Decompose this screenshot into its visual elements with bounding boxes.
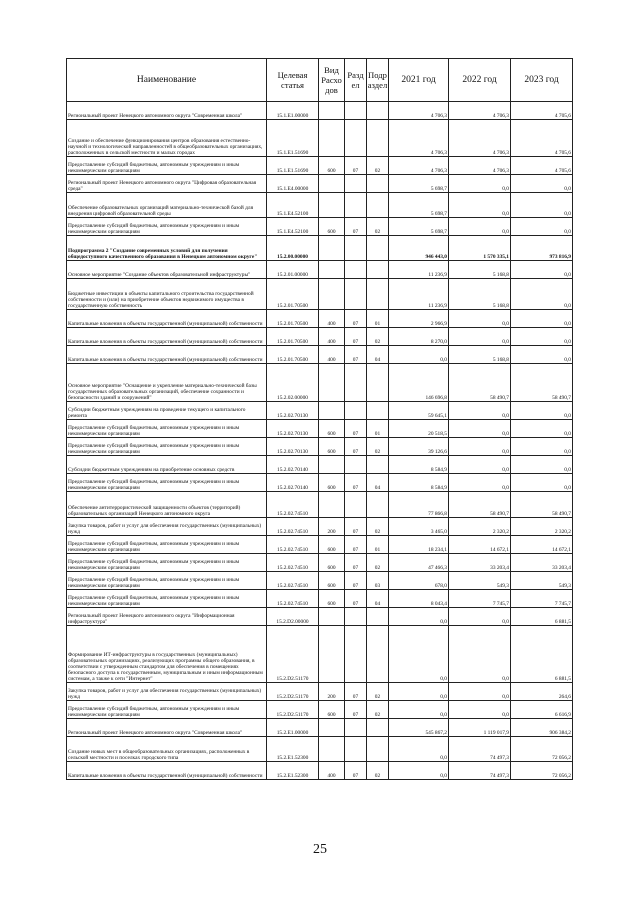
cell-2022: 5 168,8	[449, 279, 511, 310]
cell-subsection	[367, 261, 389, 279]
cell-2022: 0,0	[449, 310, 511, 328]
cell-section	[345, 279, 367, 310]
cell-2022: 58 490,7	[449, 364, 511, 402]
cell-subsection	[367, 236, 389, 261]
cell-section	[345, 193, 367, 218]
cell-subsection	[367, 279, 389, 310]
cell-2022: 0,0	[449, 193, 511, 218]
cell-name: Предоставление субсидий бюджетным, автономным учреждениям и иным некоммерческим организациям	[67, 554, 267, 572]
cell-2023: 7 745,7	[511, 590, 573, 608]
cell-section	[345, 120, 367, 157]
cell-name: Предоставление субсидий бюджетным, автономным учреждениям и иным некоммерческим организациям	[67, 438, 267, 456]
cell-2022: 4 706,3	[449, 157, 511, 175]
cell-section: 07	[345, 157, 367, 175]
cell-section	[345, 236, 367, 261]
cell-expense-type	[319, 402, 345, 420]
cell-target-article: 15.2.02.70140	[267, 474, 319, 492]
cell-2023: 0,0	[511, 310, 573, 328]
cell-target-article: 15.2.01.70500	[267, 328, 319, 346]
cell-target-article: 15.2.02.74510	[267, 492, 319, 518]
table-row	[67, 554, 573, 572]
cell-section: 07	[345, 438, 367, 456]
cell-2023: 0,0	[511, 438, 573, 456]
cell-target-article: 15.2.02.70140	[267, 456, 319, 474]
header-target-article: Целевая статья	[267, 59, 319, 102]
cell-2022: 4 706,3	[449, 120, 511, 157]
cell-section	[345, 456, 367, 474]
cell-subsection: 01	[367, 420, 389, 438]
cell-2021: 4 706,3	[389, 102, 449, 120]
table-row	[67, 261, 573, 279]
cell-name: Региональный проект Ненецкого автономного округа "Современная школа"	[67, 102, 267, 120]
cell-section: 07	[345, 218, 367, 236]
cell-expense-type	[319, 719, 345, 737]
cell-section	[345, 402, 367, 420]
cell-2022: 5 168,8	[449, 261, 511, 279]
cell-section: 07	[345, 536, 367, 554]
cell-section: 07	[345, 474, 367, 492]
cell-section	[345, 608, 367, 626]
cell-expense-type	[319, 737, 345, 762]
cell-2023: 0,0	[511, 279, 573, 310]
cell-name: Капитальные вложения в объекты государственной (муниципальной) собственности	[67, 346, 267, 364]
cell-2023: 0,0	[511, 456, 573, 474]
cell-2023: 33 203,4	[511, 554, 573, 572]
cell-name: Капитальные вложения в объекты государственной (муниципальной) собственности	[67, 762, 267, 780]
cell-2023: 58 490,7	[511, 492, 573, 518]
cell-2021: 11 236,9	[389, 279, 449, 310]
cell-2022: 14 672,1	[449, 536, 511, 554]
cell-section: 07	[345, 310, 367, 328]
table-row	[67, 175, 573, 193]
cell-2023: 0,0	[511, 328, 573, 346]
cell-2021: 39 126,6	[389, 438, 449, 456]
cell-target-article: 15.2.D2.51170	[267, 626, 319, 683]
cell-2021: 47 466,3	[389, 554, 449, 572]
cell-2021: 678,0	[389, 572, 449, 590]
cell-2023: 2 320,2	[511, 518, 573, 536]
cell-expense-type	[319, 120, 345, 157]
cell-subsection	[367, 402, 389, 420]
table-row	[67, 456, 573, 474]
cell-name: Региональный проект Ненецкого автономного округа "Цифровая образовательная среда"	[67, 175, 267, 193]
cell-name: Обеспечение антитеррористической защищенности объектов (территорий) образовательных организаций Ненецкого автономного округа	[67, 492, 267, 518]
cell-subsection	[367, 492, 389, 518]
cell-target-article: 15.2.01.00000	[267, 261, 319, 279]
cell-section	[345, 719, 367, 737]
cell-2023: 4 705,6	[511, 102, 573, 120]
cell-target-article: 15.2.D2.00000	[267, 608, 319, 626]
cell-2022: 7 745,7	[449, 590, 511, 608]
cell-expense-type	[319, 279, 345, 310]
cell-section: 07	[345, 554, 367, 572]
cell-2021: 5 698,7	[389, 193, 449, 218]
cell-2021: 77 866,8	[389, 492, 449, 518]
cell-subsection	[367, 626, 389, 683]
table-row	[67, 590, 573, 608]
cell-expense-type	[319, 608, 345, 626]
cell-2021: 0,0	[389, 737, 449, 762]
cell-2021: 946 443,0	[389, 236, 449, 261]
cell-2023: 6 616,9	[511, 701, 573, 719]
cell-target-article: 15.2.02.74510	[267, 590, 319, 608]
cell-2023: 0,0	[511, 175, 573, 193]
cell-2023: 72 056,2	[511, 737, 573, 762]
table-header-row	[67, 59, 573, 102]
cell-section	[345, 626, 367, 683]
cell-section	[345, 492, 367, 518]
table-row	[67, 236, 573, 261]
cell-subsection	[367, 719, 389, 737]
cell-target-article: 15.1.E1.51690	[267, 120, 319, 157]
table-row	[67, 474, 573, 492]
cell-2023: 264,6	[511, 683, 573, 701]
cell-section: 07	[345, 420, 367, 438]
cell-subsection	[367, 608, 389, 626]
cell-2021: 146 696,8	[389, 364, 449, 402]
cell-2022: 2 320,2	[449, 518, 511, 536]
cell-subsection	[367, 175, 389, 193]
cell-target-article: 15.2.E1.00000	[267, 719, 319, 737]
table-row	[67, 420, 573, 438]
cell-2023: 4 705,6	[511, 120, 573, 157]
cell-subsection: 01	[367, 536, 389, 554]
cell-expense-type	[319, 261, 345, 279]
cell-2023: 14 672,1	[511, 536, 573, 554]
cell-target-article: 15.2.02.70130	[267, 402, 319, 420]
cell-2021: 59 645,1	[389, 402, 449, 420]
cell-2023: 58 490,7	[511, 364, 573, 402]
table-row	[67, 737, 573, 762]
table-row	[67, 518, 573, 536]
table-row	[67, 608, 573, 626]
cell-name: Предоставление субсидий бюджетным, автономным учреждениям и иным некоммерческим организациям	[67, 420, 267, 438]
cell-expense-type: 600	[319, 420, 345, 438]
cell-2022: 74 497,3	[449, 737, 511, 762]
cell-expense-type: 600	[319, 438, 345, 456]
cell-2021: 0,0	[389, 608, 449, 626]
cell-expense-type: 600	[319, 157, 345, 175]
cell-2023: 6 881,5	[511, 608, 573, 626]
cell-2022: 0,0	[449, 608, 511, 626]
cell-2022: 0,0	[449, 701, 511, 719]
cell-2022: 0,0	[449, 328, 511, 346]
table-row	[67, 719, 573, 737]
cell-2022: 4 706,3	[449, 102, 511, 120]
cell-2021: 3 465,0	[389, 518, 449, 536]
cell-2022: 1 119 017,9	[449, 719, 511, 737]
cell-name: Создание новых мест в общеобразовательных организациях, расположенных в сельской местности и поселках городского типа	[67, 737, 267, 762]
cell-2022: 0,0	[449, 175, 511, 193]
table-row	[67, 157, 573, 175]
table-row	[67, 402, 573, 420]
cell-subsection: 02	[367, 218, 389, 236]
cell-expense-type: 600	[319, 536, 345, 554]
cell-target-article: 15.2.02.74510	[267, 572, 319, 590]
cell-subsection	[367, 120, 389, 157]
cell-expense-type: 600	[319, 218, 345, 236]
cell-name: Закупка товаров, работ и услуг для обеспечения государственных (муниципальных) нужд	[67, 683, 267, 701]
cell-section: 07	[345, 346, 367, 364]
cell-subsection	[367, 193, 389, 218]
cell-target-article: 15.2.E1.52300	[267, 737, 319, 762]
cell-name: Подпрограмма 2 "Создание современных условий для получения общедоступного качественного образования в Ненецком автономном округе"	[67, 236, 267, 261]
table-row	[67, 492, 573, 518]
cell-section	[345, 737, 367, 762]
cell-expense-type	[319, 193, 345, 218]
table-row	[67, 438, 573, 456]
cell-name: Капитальные вложения в объекты государственной (муниципальной) собственности	[67, 310, 267, 328]
cell-target-article: 15.2.02.74510	[267, 554, 319, 572]
cell-expense-type: 200	[319, 518, 345, 536]
cell-2021: 5 698,7	[389, 175, 449, 193]
cell-name: Формирование ИТ-инфраструктуры в государственных (муниципальных) образовательных организациях, реализующих программы общего образования, в соответствии с утвержденным стандартом для обеспечения в помещениях безопасного доступа к государственным, муниципальным и иным информационным системам, а также к сети "Интернет"	[67, 626, 267, 683]
cell-section: 07	[345, 701, 367, 719]
table-row	[67, 328, 573, 346]
cell-expense-type: 200	[319, 683, 345, 701]
cell-name: Предоставление субсидий бюджетным, автономным учреждениям и иным некоммерческим организациям	[67, 157, 267, 175]
table-row	[67, 626, 573, 683]
cell-name: Создание и обеспечение функционирования центров образования естественно-научной и технологической направленностей в общеобразовательных организациях, расположенных в сельской местности и малых городах	[67, 120, 267, 157]
cell-target-article: 15.2.00.00000	[267, 236, 319, 261]
cell-subsection	[367, 456, 389, 474]
cell-subsection: 02	[367, 554, 389, 572]
cell-name: Обеспечение образовательных организаций материально-технической базой для внедрения цифровой образовательной среды	[67, 193, 267, 218]
cell-section: 07	[345, 590, 367, 608]
cell-name: Основное мероприятие "Создание объектов образовательной инфраструктуры"	[67, 261, 267, 279]
cell-target-article: 15.1.E1.00000	[267, 102, 319, 120]
cell-name: Предоставление субсидий бюджетным, автономным учреждениям и иным некоммерческим организациям	[67, 474, 267, 492]
table-row	[67, 193, 573, 218]
cell-2021: 18 234,1	[389, 536, 449, 554]
header-year-2021: 2021 год	[389, 59, 449, 102]
cell-2021: 8 043,4	[389, 590, 449, 608]
cell-subsection: 04	[367, 474, 389, 492]
cell-subsection	[367, 737, 389, 762]
header-expense-type: Вид Расхо дов	[319, 59, 345, 102]
cell-name: Бюджетные инвестиции в объекты капитального строительства государственной собственности и (или) на приобретение объектов недвижимого имущества в государственную собственность	[67, 279, 267, 310]
cell-subsection: 02	[367, 438, 389, 456]
cell-target-article: 15.2.E1.52300	[267, 762, 319, 780]
cell-2022: 5 168,8	[449, 346, 511, 364]
cell-2023: 0,0	[511, 261, 573, 279]
cell-name: Региональный проект Ненецкого автономного округа "Современная школа"	[67, 719, 267, 737]
cell-section: 07	[345, 518, 367, 536]
cell-subsection	[367, 364, 389, 402]
cell-2023: 973 816,9	[511, 236, 573, 261]
cell-name: Предоставление субсидий бюджетным, автономным учреждениям и иным некоммерческим организациям	[67, 536, 267, 554]
cell-2021: 4 706,3	[389, 120, 449, 157]
table-row	[67, 279, 573, 310]
table-row	[67, 346, 573, 364]
header-subsection: Подр аздел	[367, 59, 389, 102]
cell-subsection: 04	[367, 346, 389, 364]
cell-expense-type: 600	[319, 590, 345, 608]
cell-2023: 6 881,5	[511, 626, 573, 683]
cell-subsection: 04	[367, 590, 389, 608]
cell-2022: 0,0	[449, 438, 511, 456]
cell-2022: 1 570 335,1	[449, 236, 511, 261]
table-body	[67, 102, 573, 780]
cell-target-article: 15.1.E1.51690	[267, 157, 319, 175]
cell-2021: 0,0	[389, 683, 449, 701]
cell-expense-type	[319, 364, 345, 402]
cell-expense-type: 400	[319, 310, 345, 328]
cell-2023: 906 384,2	[511, 719, 573, 737]
cell-2023: 72 056,2	[511, 762, 573, 780]
cell-subsection: 03	[367, 572, 389, 590]
cell-target-article: 15.1.E4.52100	[267, 218, 319, 236]
table-row	[67, 310, 573, 328]
cell-2021: 8 584,9	[389, 456, 449, 474]
table-row	[67, 218, 573, 236]
cell-expense-type: 400	[319, 762, 345, 780]
cell-2023: 0,0	[511, 420, 573, 438]
cell-name: Региональный проект Ненецкого автономного округа "Информационная инфраструктура"	[67, 608, 267, 626]
cell-section	[345, 175, 367, 193]
cell-subsection: 01	[367, 310, 389, 328]
table-row	[67, 762, 573, 780]
table-row	[67, 102, 573, 120]
cell-name: Предоставление субсидий бюджетным, автономным учреждениям и иным некоммерческим организациям	[67, 218, 267, 236]
cell-2022: 33 203,4	[449, 554, 511, 572]
header-year-2022: 2022 год	[449, 59, 511, 102]
cell-name: Закупка товаров, работ и услуг для обеспечения государственных (муниципальных) нужд	[67, 518, 267, 536]
cell-expense-type: 600	[319, 701, 345, 719]
header-name: Наименование	[67, 59, 267, 102]
cell-2022: 74 497,3	[449, 762, 511, 780]
cell-2023: 0,0	[511, 218, 573, 236]
cell-subsection: 02	[367, 701, 389, 719]
cell-subsection: 02	[367, 157, 389, 175]
cell-target-article: 15.1.E4.52100	[267, 193, 319, 218]
cell-expense-type: 400	[319, 346, 345, 364]
table-row	[67, 364, 573, 402]
header-section: Разд ел	[345, 59, 367, 102]
cell-2021: 545 867,2	[389, 719, 449, 737]
cell-expense-type	[319, 102, 345, 120]
cell-expense-type	[319, 456, 345, 474]
cell-target-article: 15.2.02.74510	[267, 536, 319, 554]
cell-name: Субсидии бюджетным учреждениям на приобретение основных средств	[67, 456, 267, 474]
cell-target-article: 15.2.01.70500	[267, 279, 319, 310]
cell-2021: 2 966,9	[389, 310, 449, 328]
cell-2023: 0,0	[511, 346, 573, 364]
table-row	[67, 683, 573, 701]
cell-2021: 8 270,0	[389, 328, 449, 346]
cell-2022: 0,0	[449, 626, 511, 683]
cell-expense-type	[319, 492, 345, 518]
cell-section: 07	[345, 683, 367, 701]
cell-2022: 0,0	[449, 456, 511, 474]
table-row	[67, 120, 573, 157]
cell-2021: 11 236,9	[389, 261, 449, 279]
cell-2022: 549,3	[449, 572, 511, 590]
table-row	[67, 572, 573, 590]
cell-target-article: 15.2.02.00000	[267, 364, 319, 402]
cell-name: Предоставление субсидий бюджетным, автономным учреждениям и иным некоммерческим организациям	[67, 590, 267, 608]
cell-name: Субсидии бюджетным учреждениям на проведение текущего и капитального ремонта	[67, 402, 267, 420]
cell-target-article: 15.2.01.70500	[267, 310, 319, 328]
cell-2021: 5 698,7	[389, 218, 449, 236]
cell-2021: 8 584,9	[389, 474, 449, 492]
cell-2022: 0,0	[449, 420, 511, 438]
cell-2023: 0,0	[511, 402, 573, 420]
cell-target-article: 15.2.02.70130	[267, 420, 319, 438]
cell-expense-type	[319, 175, 345, 193]
cell-2022: 0,0	[449, 683, 511, 701]
cell-target-article: 15.2.02.74510	[267, 518, 319, 536]
cell-section: 07	[345, 572, 367, 590]
cell-2021: 0,0	[389, 762, 449, 780]
cell-section	[345, 364, 367, 402]
cell-2022: 0,0	[449, 218, 511, 236]
cell-section	[345, 261, 367, 279]
cell-2021: 4 706,3	[389, 157, 449, 175]
cell-2021: 0,0	[389, 701, 449, 719]
cell-section: 07	[345, 762, 367, 780]
cell-target-article: 15.2.D2.51170	[267, 701, 319, 719]
cell-subsection	[367, 102, 389, 120]
header-year-2023: 2023 год	[511, 59, 573, 102]
cell-target-article: 15.2.01.70500	[267, 346, 319, 364]
table-row	[67, 536, 573, 554]
cell-expense-type	[319, 236, 345, 261]
cell-expense-type: 400	[319, 328, 345, 346]
cell-name: Предоставление субсидий бюджетным, автономным учреждениям и иным некоммерческим организациям	[67, 701, 267, 719]
cell-expense-type: 600	[319, 474, 345, 492]
cell-name: Капитальные вложения в объекты государственной (муниципальной) собственности	[67, 328, 267, 346]
cell-section	[345, 102, 367, 120]
cell-2021: 0,0	[389, 346, 449, 364]
cell-subsection: 02	[367, 518, 389, 536]
cell-expense-type: 600	[319, 554, 345, 572]
budget-table	[66, 58, 573, 780]
cell-target-article: 15.1.E4.00000	[267, 175, 319, 193]
cell-2023: 0,0	[511, 474, 573, 492]
cell-2023: 549,3	[511, 572, 573, 590]
cell-subsection: 02	[367, 328, 389, 346]
cell-section: 07	[345, 328, 367, 346]
cell-2022: 0,0	[449, 402, 511, 420]
cell-2021: 20 518,5	[389, 420, 449, 438]
cell-name: Предоставление субсидий бюджетным, автономным учреждениям и иным некоммерческим организациям	[67, 572, 267, 590]
cell-subsection: 02	[367, 762, 389, 780]
cell-target-article: 15.2.02.70130	[267, 438, 319, 456]
cell-2023: 0,0	[511, 193, 573, 218]
cell-target-article: 15.2.D2.51170	[267, 683, 319, 701]
cell-2022: 0,0	[449, 474, 511, 492]
page-number: 25	[313, 842, 327, 857]
cell-name: Основное мероприятие "Оснащение и укрепление материально-технической базы государственных образовательных организаций, обеспечение сохранности и безопасности зданий и сооружений"	[67, 364, 267, 402]
cell-expense-type: 600	[319, 572, 345, 590]
cell-subsection: 02	[367, 683, 389, 701]
cell-expense-type	[319, 626, 345, 683]
cell-2023: 4 705,6	[511, 157, 573, 175]
table-row	[67, 701, 573, 719]
cell-2021: 0,0	[389, 626, 449, 683]
cell-2022: 58 490,7	[449, 492, 511, 518]
